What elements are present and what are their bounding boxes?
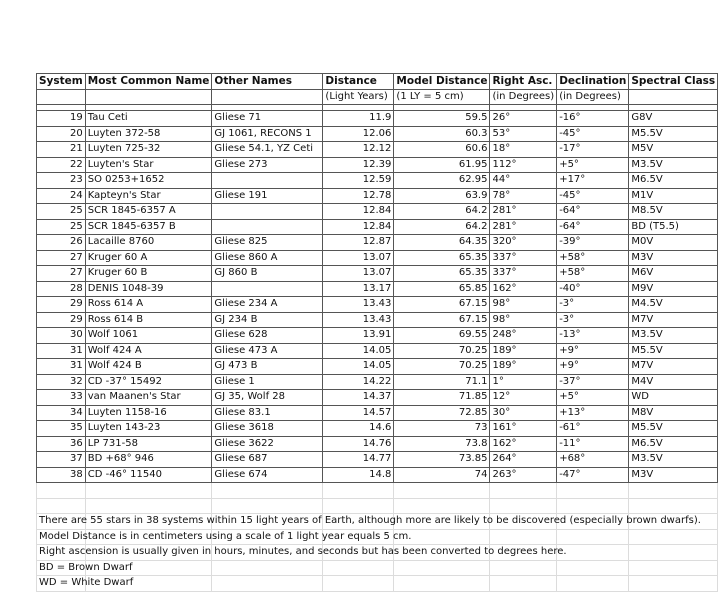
declination-cell: +13° <box>557 405 629 421</box>
right-asc-cell: 337° <box>490 266 557 282</box>
other-names-cell: GJ 234 B <box>212 312 323 328</box>
spectral-class-cell: M6.5V <box>629 436 718 452</box>
empty-cell <box>557 498 629 514</box>
model-distance-cell: 61.95 <box>394 157 490 173</box>
table-row <box>37 281 718 297</box>
model-distance-cell: 74 <box>394 467 490 483</box>
note-row <box>37 545 718 561</box>
system-cell: 34 <box>37 405 86 421</box>
note-cell <box>37 560 133 576</box>
name-cell: CD -46° 11540 <box>85 467 212 483</box>
table-row <box>37 312 718 328</box>
declination-cell: +58° <box>557 266 629 282</box>
model-distance-cell: 63.9 <box>394 188 490 204</box>
right-asc-cell: 162° <box>490 436 557 452</box>
right-asc-cell: 162° <box>490 281 557 297</box>
right-asc-cell: 53° <box>490 126 557 142</box>
table-row <box>37 328 718 344</box>
system-cell: 26 <box>37 235 86 251</box>
model-distance-cell: 64.35 <box>394 235 490 251</box>
name-cell: Ross 614 B <box>85 312 212 328</box>
empty-cell <box>85 498 212 514</box>
note-text: Model Distance is in centimeters using a scale of 1 light year equals 5 cm. <box>39 530 412 542</box>
spectral-class-cell: M8.5V <box>629 204 718 220</box>
table-row <box>37 297 718 313</box>
spectral-class-cell: M3V <box>629 250 718 266</box>
empty-row <box>37 483 718 499</box>
name-cell: Kruger 60 B <box>85 266 212 282</box>
name-cell: BD +68° 946 <box>85 452 212 468</box>
right-asc-cell: 337° <box>490 250 557 266</box>
empty-cell <box>37 498 86 514</box>
other-names-cell: Gliese 825 <box>212 235 323 251</box>
empty-cell <box>490 498 557 514</box>
empty-cell <box>629 576 718 592</box>
system-cell: 33 <box>37 390 86 406</box>
system-cell: 35 <box>37 421 86 437</box>
system-cell: 27 <box>37 250 86 266</box>
note-text: There are 55 stars in 38 systems within 15 light years of Earth, although more are likely to be discovered (especially brown dwarfs). <box>39 515 701 526</box>
other-names-cell: Gliese 71 <box>212 111 323 127</box>
model-distance-cell: 60.3 <box>394 126 490 142</box>
name-cell: Kruger 60 A <box>85 250 212 266</box>
spectral-class-cell: M3.5V <box>629 157 718 173</box>
system-cell: 36 <box>37 436 86 452</box>
right-asc-cell: 248° <box>490 328 557 344</box>
other-names-cell: Gliese 687 <box>212 452 323 468</box>
header-distance: Distance <box>323 74 394 90</box>
system-cell: 19 <box>37 111 86 127</box>
name-cell: Luyten 372-58 <box>85 126 212 142</box>
declination-cell: -64° <box>557 204 629 220</box>
system-cell: 23 <box>37 173 86 189</box>
name-cell: SCR 1845-6357 A <box>85 204 212 220</box>
empty-cell <box>557 483 629 499</box>
other-names-cell: Gliese 83.1 <box>212 405 323 421</box>
empty-cell <box>212 560 323 576</box>
other-names-cell <box>212 219 323 235</box>
spectral-class-cell: WD <box>629 390 718 406</box>
table-row <box>37 359 718 375</box>
model-distance-cell: 73.8 <box>394 436 490 452</box>
empty-cell <box>323 576 394 592</box>
empty-cell <box>85 483 212 499</box>
empty-cell <box>629 483 718 499</box>
other-names-cell: GJ 1061, RECONS 1 <box>212 126 323 142</box>
distance-cell: 14.05 <box>323 359 394 375</box>
distance-cell: 13.43 <box>323 297 394 313</box>
right-asc-cell: 26° <box>490 111 557 127</box>
star-table <box>36 73 718 592</box>
empty-cell <box>394 576 490 592</box>
table-row <box>37 405 718 421</box>
model-distance-cell: 69.55 <box>394 328 490 344</box>
subheader-other-names <box>212 89 323 105</box>
subheader-system <box>37 89 86 105</box>
other-names-cell: Gliese 3622 <box>212 436 323 452</box>
model-distance-cell: 65.35 <box>394 250 490 266</box>
declination-cell: -13° <box>557 328 629 344</box>
distance-cell: 11.9 <box>323 111 394 127</box>
subheader-model-distance: (1 LY = 5 cm) <box>394 89 490 105</box>
spectral-class-cell: M5.5V <box>629 126 718 142</box>
distance-cell: 14.37 <box>323 390 394 406</box>
empty-cell <box>323 498 394 514</box>
table-row <box>37 219 718 235</box>
right-asc-cell: 12° <box>490 390 557 406</box>
other-names-cell <box>212 173 323 189</box>
name-cell: Wolf 1061 <box>85 328 212 344</box>
declination-cell: -47° <box>557 467 629 483</box>
model-distance-cell: 73.85 <box>394 452 490 468</box>
note-text: WD = White Dwarf <box>39 577 134 588</box>
other-names-cell: Gliese 674 <box>212 467 323 483</box>
empty-cell <box>629 529 718 545</box>
table-row <box>37 452 718 468</box>
declination-cell: -39° <box>557 235 629 251</box>
right-asc-cell: 1° <box>490 374 557 390</box>
system-cell: 28 <box>37 281 86 297</box>
table-row <box>37 250 718 266</box>
empty-cell <box>37 483 86 499</box>
system-cell: 32 <box>37 374 86 390</box>
distance-cell: 13.91 <box>323 328 394 344</box>
distance-cell: 14.77 <box>323 452 394 468</box>
model-distance-cell: 67.15 <box>394 297 490 313</box>
empty-cell <box>629 545 718 561</box>
note-cell <box>37 545 567 561</box>
empty-cell <box>394 560 490 576</box>
spectral-class-cell: M6V <box>629 266 718 282</box>
table-row <box>37 157 718 173</box>
name-cell: Wolf 424 A <box>85 343 212 359</box>
empty-cell <box>557 560 629 576</box>
right-asc-cell: 78° <box>490 188 557 204</box>
other-names-cell: Gliese 234 A <box>212 297 323 313</box>
declination-cell: -16° <box>557 111 629 127</box>
header-other-names: Other Names <box>212 74 323 90</box>
declination-cell: +58° <box>557 250 629 266</box>
declination-cell: +9° <box>557 343 629 359</box>
right-asc-cell: 161° <box>490 421 557 437</box>
distance-cell: 14.57 <box>323 405 394 421</box>
spectral-class-cell: M4V <box>629 374 718 390</box>
system-cell: 20 <box>37 126 86 142</box>
spectral-class-cell: M7V <box>629 359 718 375</box>
table-row <box>37 173 718 189</box>
other-names-cell: Gliese 191 <box>212 188 323 204</box>
declination-cell: -3° <box>557 312 629 328</box>
distance-cell: 12.78 <box>323 188 394 204</box>
table-row <box>37 142 718 158</box>
subheader-spectral-class <box>629 89 718 105</box>
spectral-class-cell: M5.5V <box>629 343 718 359</box>
system-cell: 25 <box>37 204 86 220</box>
table-row <box>37 374 718 390</box>
note-cell <box>37 576 134 592</box>
table-row <box>37 421 718 437</box>
declination-cell: -61° <box>557 421 629 437</box>
declination-cell: -45° <box>557 188 629 204</box>
right-asc-cell: 98° <box>490 297 557 313</box>
distance-cell: 12.84 <box>323 204 394 220</box>
model-distance-cell: 72.85 <box>394 405 490 421</box>
note-row <box>37 529 718 545</box>
system-cell: 25 <box>37 219 86 235</box>
header-declination: Declination <box>557 74 629 90</box>
header-model-distance: Model Distance <box>394 74 490 90</box>
model-distance-cell: 70.25 <box>394 359 490 375</box>
right-asc-cell: 264° <box>490 452 557 468</box>
right-asc-cell: 44° <box>490 173 557 189</box>
other-names-cell: Gliese 628 <box>212 328 323 344</box>
name-cell: Tau Ceti <box>85 111 212 127</box>
table-row <box>37 436 718 452</box>
empty-cell <box>557 529 629 545</box>
name-cell: LP 731-58 <box>85 436 212 452</box>
model-distance-cell: 65.85 <box>394 281 490 297</box>
system-cell: 31 <box>37 343 86 359</box>
empty-cell <box>629 560 718 576</box>
declination-cell: -17° <box>557 142 629 158</box>
empty-cell <box>212 483 323 499</box>
model-distance-cell: 59.5 <box>394 111 490 127</box>
note-row <box>37 576 718 592</box>
spectral-class-cell: M8V <box>629 405 718 421</box>
right-asc-cell: 98° <box>490 312 557 328</box>
subheader-right-asc: (in Degrees) <box>490 89 557 105</box>
other-names-cell: GJ 473 B <box>212 359 323 375</box>
right-asc-cell: 320° <box>490 235 557 251</box>
table-row <box>37 235 718 251</box>
spectral-class-cell: M1V <box>629 188 718 204</box>
subheader-name <box>85 89 212 105</box>
distance-cell: 12.84 <box>323 219 394 235</box>
table-row <box>37 126 718 142</box>
empty-cell <box>490 576 557 592</box>
spectral-class-cell: M6.5V <box>629 173 718 189</box>
note-cell <box>37 529 412 545</box>
model-distance-cell: 70.25 <box>394 343 490 359</box>
table-row <box>37 390 718 406</box>
subheader-distance: (Light Years) <box>323 89 394 105</box>
right-asc-cell: 281° <box>490 219 557 235</box>
other-names-cell: GJ 35, Wolf 28 <box>212 390 323 406</box>
empty-cell <box>490 529 557 545</box>
declination-cell: -64° <box>557 219 629 235</box>
empty-cell <box>490 560 557 576</box>
model-distance-cell: 73 <box>394 421 490 437</box>
system-cell: 21 <box>37 142 86 158</box>
distance-cell: 14.6 <box>323 421 394 437</box>
name-cell: Wolf 424 B <box>85 359 212 375</box>
spectral-class-cell: M9V <box>629 281 718 297</box>
spectral-class-cell: BD (T5.5) <box>629 219 718 235</box>
right-asc-cell: 30° <box>490 405 557 421</box>
other-names-cell: Gliese 273 <box>212 157 323 173</box>
declination-cell: -45° <box>557 126 629 142</box>
system-cell: 30 <box>37 328 86 344</box>
header-row <box>37 74 718 90</box>
name-cell: Luyten's Star <box>85 157 212 173</box>
distance-cell: 14.22 <box>323 374 394 390</box>
model-distance-cell: 64.2 <box>394 204 490 220</box>
name-cell: Luyten 725-32 <box>85 142 212 158</box>
spectral-class-cell: M7V <box>629 312 718 328</box>
spectral-class-cell: M0V <box>629 235 718 251</box>
system-cell: 24 <box>37 188 86 204</box>
distance-cell: 14.76 <box>323 436 394 452</box>
spectral-class-cell: M5.5V <box>629 421 718 437</box>
model-distance-cell: 71.85 <box>394 390 490 406</box>
empty-cell <box>490 483 557 499</box>
note-row <box>37 560 718 576</box>
name-cell: Kapteyn's Star <box>85 188 212 204</box>
note-row <box>37 514 718 530</box>
table-row <box>37 188 718 204</box>
system-cell: 27 <box>37 266 86 282</box>
header-right-asc: Right Asc. <box>490 74 557 90</box>
name-cell: Luyten 1158-16 <box>85 405 212 421</box>
note-cell <box>37 514 701 530</box>
empty-cell <box>394 483 490 499</box>
name-cell: SO 0253+1652 <box>85 173 212 189</box>
distance-cell: 12.87 <box>323 235 394 251</box>
subheader-declination: (in Degrees) <box>557 89 629 105</box>
name-cell: van Maanen's Star <box>85 390 212 406</box>
other-names-cell: GJ 860 B <box>212 266 323 282</box>
spectral-class-cell: M3.5V <box>629 328 718 344</box>
system-cell: 37 <box>37 452 86 468</box>
model-distance-cell: 71.1 <box>394 374 490 390</box>
empty-cell <box>212 576 323 592</box>
distance-cell: 12.06 <box>323 126 394 142</box>
spectral-class-cell: M3V <box>629 467 718 483</box>
other-names-cell <box>212 204 323 220</box>
other-names-cell: Gliese 473 A <box>212 343 323 359</box>
spectral-class-cell: G8V <box>629 111 718 127</box>
system-cell: 38 <box>37 467 86 483</box>
model-distance-cell: 60.6 <box>394 142 490 158</box>
system-cell: 22 <box>37 157 86 173</box>
name-cell: DENIS 1048-39 <box>85 281 212 297</box>
header-name: Most Common Name <box>85 74 212 90</box>
distance-cell: 12.59 <box>323 173 394 189</box>
empty-row <box>37 498 718 514</box>
model-distance-cell: 65.35 <box>394 266 490 282</box>
header-system: System <box>37 74 86 90</box>
empty-cell <box>212 498 323 514</box>
spectral-class-cell: M3.5V <box>629 452 718 468</box>
table-row <box>37 467 718 483</box>
distance-cell: 14.05 <box>323 343 394 359</box>
right-asc-cell: 189° <box>490 359 557 375</box>
declination-cell: -11° <box>557 436 629 452</box>
name-cell: CD -37° 15492 <box>85 374 212 390</box>
declination-cell: +17° <box>557 173 629 189</box>
table-row <box>37 204 718 220</box>
spectral-class-cell: M4.5V <box>629 297 718 313</box>
distance-cell: 13.07 <box>323 250 394 266</box>
empty-cell <box>323 483 394 499</box>
empty-cell <box>323 560 394 576</box>
distance-cell: 12.12 <box>323 142 394 158</box>
other-names-cell: Gliese 54.1, YZ Ceti <box>212 142 323 158</box>
header-spectral-class: Spectral Class <box>629 74 718 90</box>
declination-cell: -3° <box>557 297 629 313</box>
other-names-cell: Gliese 1 <box>212 374 323 390</box>
distance-cell: 13.07 <box>323 266 394 282</box>
name-cell: SCR 1845-6357 B <box>85 219 212 235</box>
declination-cell: +9° <box>557 359 629 375</box>
note-text: Right ascension is usually given in hours, minutes, and seconds but has been converted to degrees here. <box>39 546 567 557</box>
name-cell: Lacaille 8760 <box>85 235 212 251</box>
declination-cell: +5° <box>557 157 629 173</box>
table-row <box>37 266 718 282</box>
distance-cell: 14.8 <box>323 467 394 483</box>
note-text: BD = Brown Dwarf <box>39 561 133 573</box>
declination-cell: -37° <box>557 374 629 390</box>
distance-cell: 13.43 <box>323 312 394 328</box>
empty-cell <box>557 576 629 592</box>
model-distance-cell: 62.95 <box>394 173 490 189</box>
right-asc-cell: 189° <box>490 343 557 359</box>
spectral-class-cell: M5V <box>629 142 718 158</box>
empty-cell <box>557 545 629 561</box>
system-cell: 29 <box>37 297 86 313</box>
name-cell: Ross 614 A <box>85 297 212 313</box>
right-asc-cell: 18° <box>490 142 557 158</box>
empty-cell <box>394 498 490 514</box>
table-row <box>37 343 718 359</box>
model-distance-cell: 64.2 <box>394 219 490 235</box>
other-names-cell: Gliese 860 A <box>212 250 323 266</box>
table-row <box>37 111 718 127</box>
empty-cell <box>629 498 718 514</box>
other-names-cell <box>212 281 323 297</box>
declination-cell: +5° <box>557 390 629 406</box>
subheader-row <box>37 89 718 105</box>
right-asc-cell: 263° <box>490 467 557 483</box>
right-asc-cell: 281° <box>490 204 557 220</box>
distance-cell: 13.17 <box>323 281 394 297</box>
other-names-cell: Gliese 3618 <box>212 421 323 437</box>
declination-cell: +68° <box>557 452 629 468</box>
system-cell: 29 <box>37 312 86 328</box>
right-asc-cell: 112° <box>490 157 557 173</box>
model-distance-cell: 67.15 <box>394 312 490 328</box>
declination-cell: -40° <box>557 281 629 297</box>
name-cell: Luyten 143-23 <box>85 421 212 437</box>
distance-cell: 12.39 <box>323 157 394 173</box>
system-cell: 31 <box>37 359 86 375</box>
